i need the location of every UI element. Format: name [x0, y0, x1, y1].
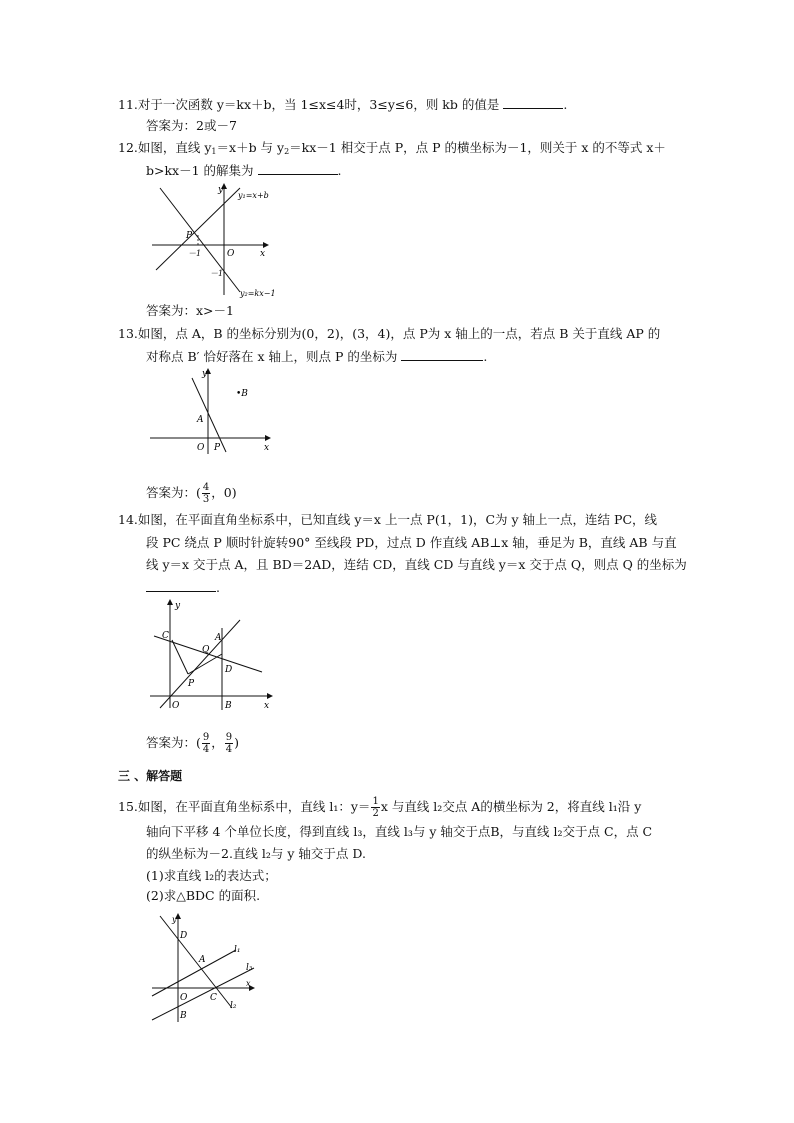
fraction: $\frac{4}{3}$	[202, 482, 210, 505]
y-axis-label: y	[202, 369, 208, 379]
figure-13	[148, 366, 278, 456]
origin-label: O	[180, 993, 188, 1003]
point-b-label: •B	[236, 389, 248, 399]
line-l1	[152, 950, 236, 996]
point-c-label: C	[162, 631, 169, 641]
line-y2-label: y₂=kx−1	[240, 289, 276, 298]
question-15-part-1: (1)求直线 l₂的表达式；	[146, 868, 277, 883]
answer-14: 答案为：( $\frac{9}{4}$ ， $\frac{9}{4}$ )	[146, 732, 240, 755]
question-11-text: 11.对于一次函数 y＝kx＋b，当 1≤x≤4时，3≤y≤6，则 kb 的值是	[118, 97, 500, 112]
fraction-y: $\frac{9}{4}$	[225, 732, 233, 755]
line-l3-label: l₃	[246, 963, 253, 973]
answer-blank	[146, 579, 216, 592]
question-13-line-2: 对称点 B′ 恰好落在 x 轴上，则点 P 的坐标为 .	[146, 349, 488, 364]
line-l2-label: l₂	[230, 1001, 237, 1011]
y-axis-label: y	[175, 601, 181, 611]
figure-12	[148, 180, 288, 302]
line-y1-label: y₁=x+b	[238, 191, 269, 200]
fraction-x: $\frac{9}{4}$	[202, 732, 210, 755]
question-12-line-2: b>kx－1 的解集为 .	[146, 163, 342, 178]
point-d-label: D	[225, 665, 233, 675]
x-axis-label: x	[260, 249, 266, 259]
answer-blank	[258, 162, 338, 175]
point-a-label: A	[197, 415, 204, 425]
fraction-half: $\frac{1}{2}$	[372, 796, 379, 819]
answer-13: 答案为：( $\frac{4}{3}$ ，0)	[146, 482, 237, 505]
question-11	[118, 96, 567, 113]
tick-neg1-y: －1	[210, 269, 224, 278]
x-axis-label: x	[264, 701, 270, 710]
y-axis-label: y	[218, 185, 224, 195]
question-12-line-1: 12.如图，直线 $y_1=x+b$ 与 $y_2=kx-1$ 相交于点 P，点 P 的横坐标为－1，则关于 x 的不等式 x＋	[118, 140, 666, 156]
point-b-label: B	[225, 701, 232, 710]
figure-14	[150, 598, 280, 710]
segment-pd	[188, 654, 222, 674]
figure-15	[150, 912, 260, 1024]
line-y-equals-x	[160, 620, 240, 708]
answer-12: 答案为：x>－1	[146, 303, 234, 318]
answer-blank	[401, 348, 483, 361]
question-14-line-3: 线 y＝x 交于点 A，且 BD＝2AD，连结 CD，直线 CD 与直线 y＝x 交于点 Q，则点 Q 的坐标为	[146, 557, 687, 572]
answer-blank	[503, 96, 563, 109]
point-p-label: P	[186, 231, 193, 241]
question-15-part-2: (2)求△BDC 的面积.	[146, 888, 261, 903]
period: .	[563, 97, 568, 112]
line-l1-label: l₁	[234, 945, 241, 955]
point-p-label: P	[188, 679, 195, 689]
x-axis-label: x	[246, 979, 251, 988]
line-l2	[160, 916, 232, 1008]
point-p-label: P	[214, 443, 221, 453]
line-l3	[152, 968, 254, 1020]
origin-label: O	[197, 443, 205, 453]
point-a-label: A	[199, 955, 206, 965]
tick-neg1-x: －1	[188, 249, 202, 258]
point-d-label: D	[180, 931, 188, 941]
point-b-label: B	[180, 1011, 187, 1021]
point-q-label: Q	[202, 645, 210, 655]
point-a-label: A	[215, 633, 222, 643]
origin-label: O	[172, 701, 180, 710]
question-14-line-2: 段 PC 绕点 P 顺时针旋转90° 至线段 PD，过点 D 作直线 AB⊥x 轴，垂足为 B，直线 AB 与直	[146, 535, 677, 550]
question-14-line-4: .	[146, 579, 220, 596]
line-y2	[160, 188, 240, 292]
origin-label: O	[227, 249, 235, 259]
question-15-line-2: 轴向下平移 4 个单位长度，得到直线 l₃，直线 l₃与 y 轴交于点B，与直线 l₂交于点 C，点 C	[146, 824, 653, 839]
y-axis-label: y	[172, 915, 177, 924]
point-c-label: C	[210, 993, 217, 1003]
answer-11: 答案为：2或－7	[146, 118, 237, 133]
question-14-line-1: 14.如图，在平面直角坐标系中，已知直线 y＝x 上一点 P(1，1)，C为 y 轴上一点，连结 PC，线	[118, 512, 658, 527]
x-axis-label: x	[264, 443, 270, 453]
section-heading: 三 、解答题	[118, 769, 183, 783]
question-13-line-1: 13.如图，点 A，B 的坐标分别为(0，2)，(3，4)，点 P为 x 轴上的一点，若点 B 关于直线 AP 的	[118, 326, 661, 341]
question-15-line-3: 的纵坐标为－2.直线 l₂与 y 轴交于点 D.	[146, 846, 366, 861]
question-15-line-1: 15.如图，在平面直角坐标系中，直线 l₁：y＝ $\frac{1}{2}$ x 与直线 l₂交点 A的横坐标为 2，将直线 l₁沿 y	[118, 796, 642, 819]
